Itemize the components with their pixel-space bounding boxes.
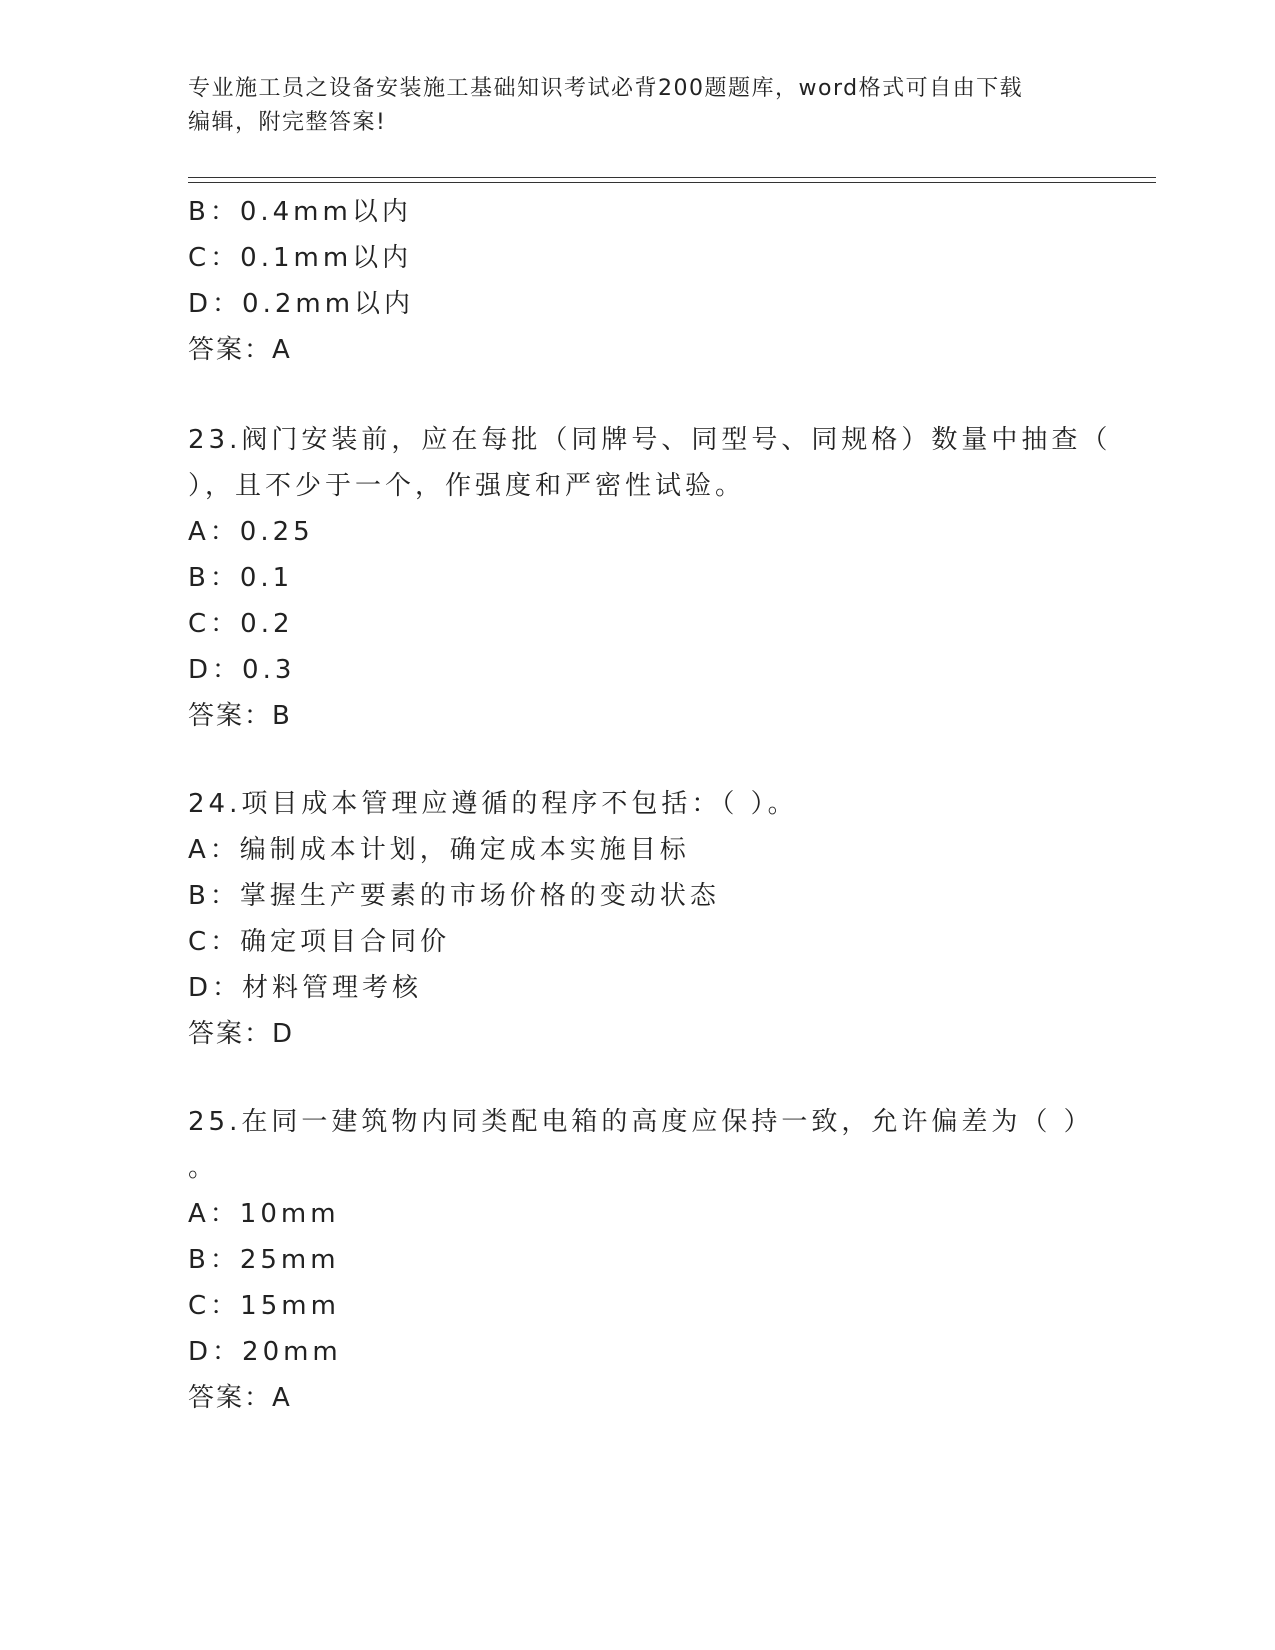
answer-line: 答案：A [188,1383,292,1413]
question-stem-line-2: ），且不少于一个，作强度和严密性试验。 [188,471,746,501]
header-rule-top [188,177,1156,178]
option-d: D：材料管理考核 [188,973,423,1003]
question-23 [188,417,1112,739]
option-a: A：编制成本计划，确定成本实施目标 [188,835,690,865]
prev-question-block [188,189,1088,373]
question-stem-line-1: 25.在同一建筑物内同类配电箱的高度应保持一致，允许偏差为（ ） [188,1107,1094,1137]
question-25 [188,1099,1094,1421]
option-b: B：0.4mm以内 [188,197,412,227]
document-header [188,72,1088,140]
option-c: C：确定项目合同价 [188,927,451,957]
answer-line: 答案：A [188,335,292,365]
question-24 [188,781,1088,1057]
option-d: D：0.3 [188,655,296,685]
header-title-line-1: 专业施工员之设备安装施工基础知识考试必背200题题库，word格式可自由下载 [188,76,1024,101]
header-rule-bottom [188,182,1156,183]
option-c: C：0.1mm以内 [188,243,413,273]
question-stem-line-1: 23.阀门安装前，应在每批（同牌号、同型号、同规格）数量中抽查（ [188,425,1112,455]
option-a: A：0.25 [188,517,314,547]
option-b: B：0.1 [188,563,294,593]
option-b: B：掌握生产要素的市场价格的变动状态 [188,881,720,911]
option-a: A：10mm [188,1199,340,1229]
option-d: D：20mm [188,1337,342,1367]
question-stem-line-2: 。 [188,1153,219,1183]
option-c: C：15mm [188,1291,340,1321]
question-stem-line-1: 24.项目成本管理应遵循的程序不包括：（ ）。 [188,789,798,819]
option-b: B：25mm [188,1245,340,1275]
answer-line: 答案：B [188,701,292,731]
answer-line: 答案：D [188,1019,295,1049]
option-d: D：0.2mm以内 [188,289,415,319]
document-body [188,189,1112,1421]
header-title-line-2: 编辑，附完整答案! [188,110,387,135]
option-c: C：0.2 [188,609,294,639]
